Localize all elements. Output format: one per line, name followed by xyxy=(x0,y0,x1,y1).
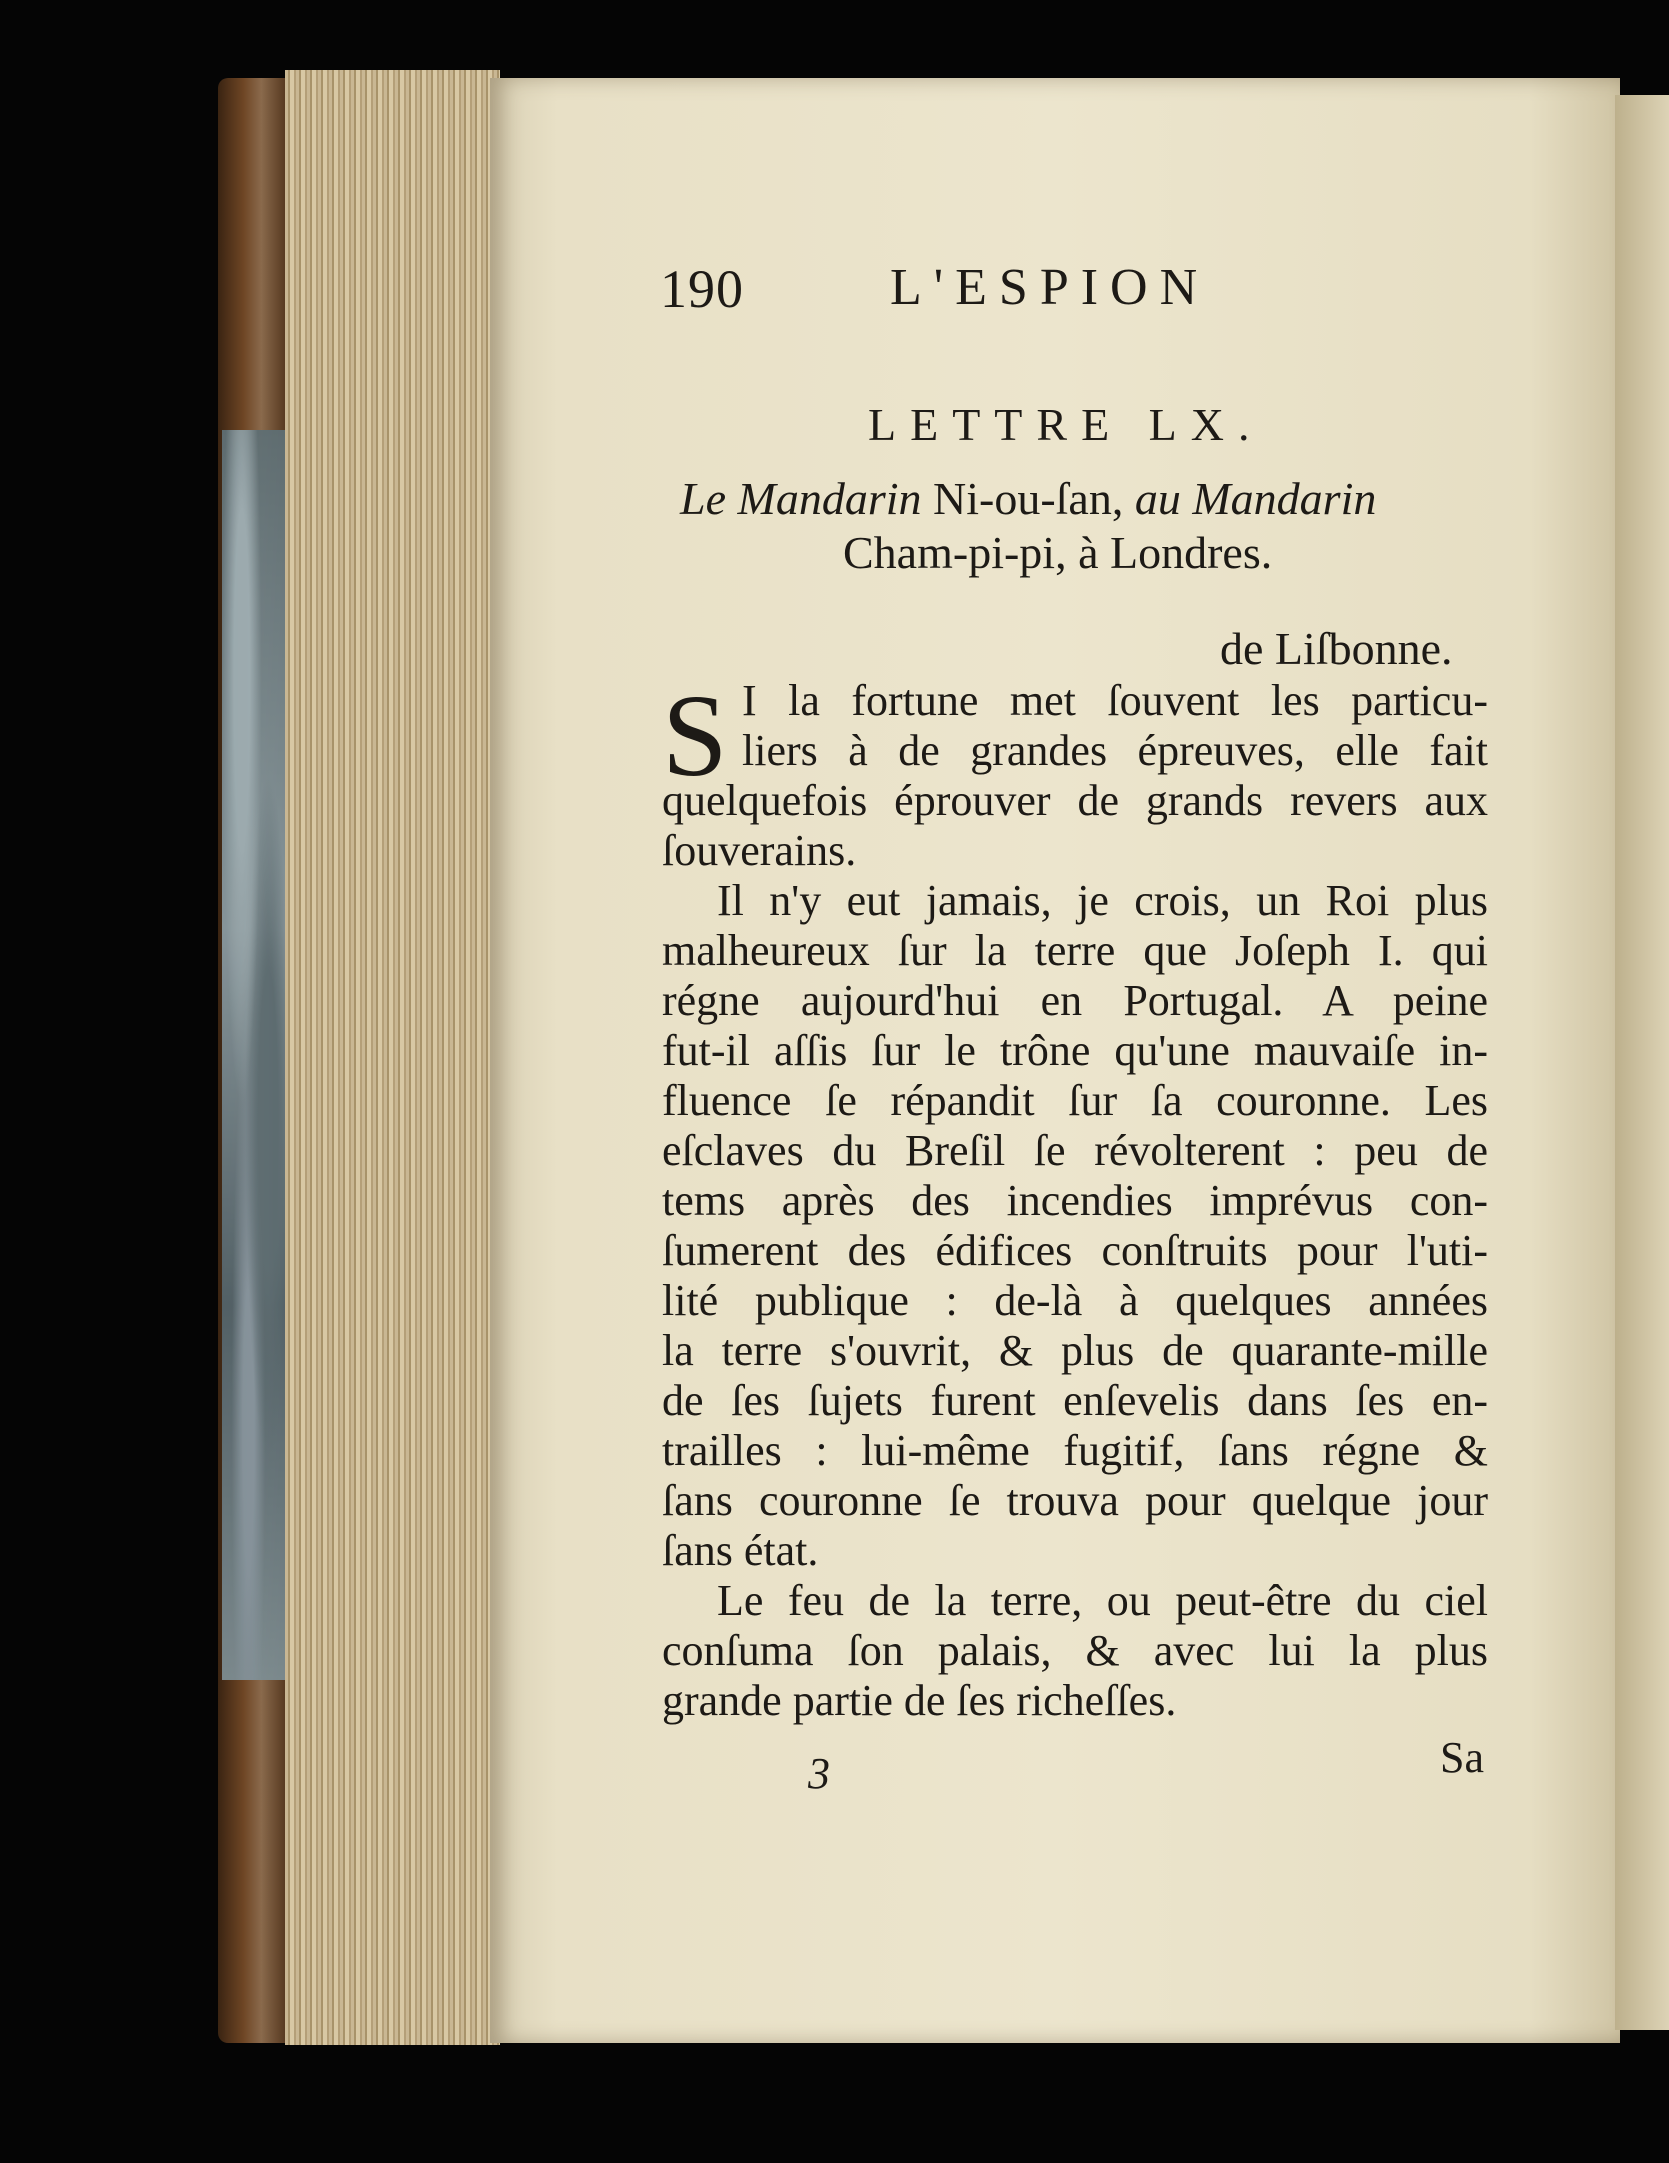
text-line: ſans couronne ſe trouva pour quelque jour xyxy=(662,1476,1488,1525)
text-line: fut-il aſſis ſur le trône qu'une mauvaiſe in- xyxy=(662,1026,1488,1075)
marbled-cover xyxy=(222,430,288,1680)
page-number: 190 xyxy=(660,259,744,319)
text-line: lité publique : de-là à quelques années xyxy=(662,1276,1488,1325)
text-line: régne aujourd'hui en Portugal. A peine xyxy=(662,976,1488,1025)
letter-address-line-1 xyxy=(680,472,1376,525)
drop-cap: S xyxy=(662,670,728,801)
text-line: ſans état. xyxy=(662,1526,819,1575)
letter-address-line-2: Cham-pi-pi, à Londres. xyxy=(843,527,1273,578)
text-line: de ſes ſujets furent enſevelis dans ſes en- xyxy=(662,1376,1488,1425)
text-line: Il n'y eut jamais, je crois, un Roi plus xyxy=(717,876,1488,925)
text-line: conſuma ſon palais, & avec lui la plus xyxy=(662,1626,1488,1675)
letter-place: de Liſbonne. xyxy=(1220,623,1453,674)
text-line: Le feu de la terre, ou peut-être du ciel xyxy=(717,1576,1488,1625)
text-line: quelquefois éprouver de grands revers aux xyxy=(662,776,1488,825)
body-text xyxy=(662,670,1488,1726)
signature-mark: 3 xyxy=(808,1749,830,1798)
catchword: Sa xyxy=(1440,1733,1484,1782)
address-roman-1: Ni-ou-ſan, xyxy=(933,473,1124,524)
text-line: malheureux ſur la terre que Joſeph I. qui xyxy=(662,926,1488,975)
facing-page-edge xyxy=(1615,95,1669,2030)
text-line: grande partie de ſes richeſſes. xyxy=(662,1676,1177,1725)
page-edges xyxy=(285,70,500,2045)
text-line: ſouverains. xyxy=(662,826,857,875)
letter-title: LETTRE LX. xyxy=(868,399,1264,450)
text-line: I la fortune met ſouvent les particu- xyxy=(742,676,1488,725)
text-line: eſclaves du Breſil ſe révolterent : peu de xyxy=(662,1126,1488,1175)
address-italic-2: au Mandarin xyxy=(1134,473,1377,524)
address-italic-1: Le Mandarin xyxy=(680,473,922,524)
text-line: fluence ſe répandit ſur ſa couronne. Les xyxy=(662,1076,1488,1125)
text-line: liers à de grandes épreuves, elle fait xyxy=(742,726,1488,775)
text-line: la terre s'ouvrit, & plus de quarante-mille xyxy=(662,1326,1488,1375)
running-head: L'ESPION xyxy=(890,259,1210,316)
text-line: trailles : lui-même fugitif, ſans régne & xyxy=(662,1426,1488,1475)
text-line: ſumerent des édifices conſtruits pour l'uti- xyxy=(662,1226,1488,1275)
text-line: tems après des incendies imprévus con- xyxy=(662,1176,1488,1225)
